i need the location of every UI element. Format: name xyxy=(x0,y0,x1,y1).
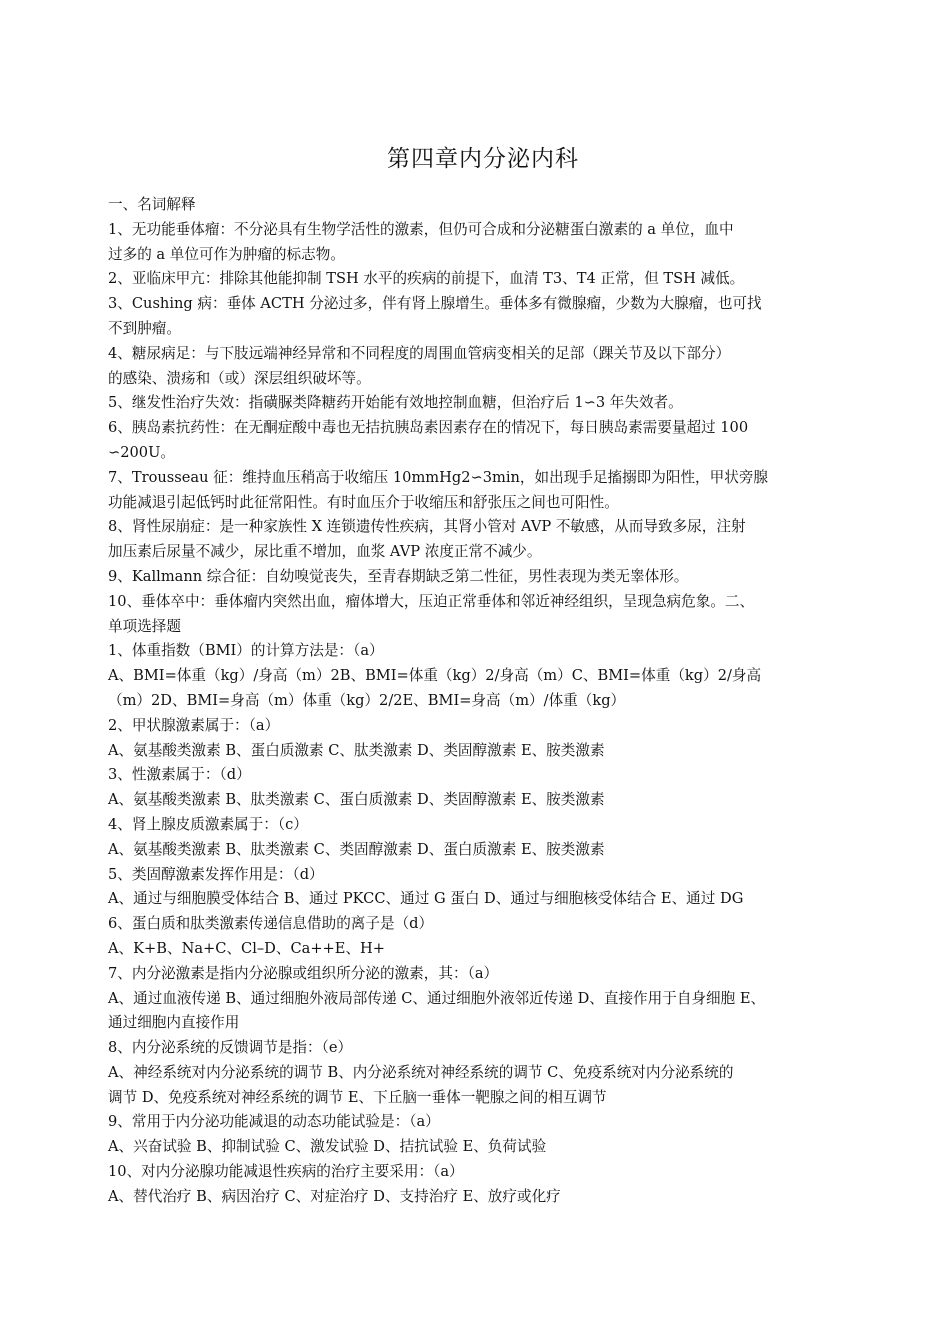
text-line: 不到肿瘤。 xyxy=(108,319,181,337)
text-line: A、神经系统对内分泌系统的调节 B、内分泌系统对神经系统的调节 C、免疫系统对内分泌系统的 xyxy=(108,1063,734,1081)
text-line: 6、蛋白质和肽类激素传递信息借助的离子是（d） xyxy=(108,915,434,933)
text-line: A、兴奋试验 B、抑制试验 C、激发试验 D、拮抗试验 E、负荷试验 xyxy=(108,1138,547,1156)
text-line: 单项选择题 xyxy=(108,617,181,635)
text-line: 3、Cushing 病：垂体 ACTH 分泌过多，伴有肾上腺增生。垂体多有微腺瘤，少数为大腺瘤，也可找 xyxy=(108,295,762,313)
text-line: A、氨基酸类激素 B、蛋白质激素 C、肽类激素 D、类固醇激素 E、胺类激素 xyxy=(108,741,605,759)
text-line: 功能减退引起低钙时此征常阳性。有时血压介于收缩压和舒张压之间也可阳性。 xyxy=(108,493,619,511)
text-line: 2、甲状腺激素属于：（a） xyxy=(108,716,280,734)
text-line: 7、内分泌激素是指内分泌腺或组织所分泌的激素，其：（a） xyxy=(108,964,499,982)
text-line: 9、常用于内分泌功能减退的动态功能试验是：（a） xyxy=(108,1113,440,1131)
text-line: A、氨基酸类激素 B、肽类激素 C、类固醇激素 D、蛋白质激素 E、胺类激素 xyxy=(108,840,605,858)
text-line: 2、亚临床甲亢：排除其他能抑制 TSH 水平的疾病的前提下，血清 T3、T4 正常，但 TSH 减低。 xyxy=(108,270,745,288)
text-line: 3、性激素属于：（d） xyxy=(108,766,251,784)
text-line: 4、肾上腺皮质激素属于：（c） xyxy=(108,815,308,833)
text-line: 8、内分泌系统的反馈调节是指：（e） xyxy=(108,1039,353,1057)
text-line: 7、Trousseau 征：维持血压稍高于收缩压 10mmHg2∽3min，如出现手足搐搦即为阳性，甲状旁腺 xyxy=(108,468,769,486)
text-line: 10、对内分泌腺功能减退性疾病的治疗主要采用：（a） xyxy=(108,1163,464,1181)
text-line: 过多的 a 单位可作为肿瘤的标志物。 xyxy=(108,245,345,263)
text-line: A、替代治疗 B、病因治疗 C、对症治疗 D、支持治疗 E、放疗或化疗 xyxy=(108,1187,561,1205)
text-line: A、氨基酸类激素 B、肽类激素 C、蛋白质激素 D、类固醇激素 E、胺类激素 xyxy=(108,791,605,809)
text-line: 1、体重指数（BMI）的计算方法是：（a） xyxy=(108,642,384,660)
text-line: ∽200U。 xyxy=(108,443,175,461)
text-line: 通过细胞内直接作用 xyxy=(108,1014,240,1032)
text-line: A、通过血液传递 B、通过细胞外液局部传递 C、通过细胞外液邻近传递 D、直接作用于自身细胞 E、 xyxy=(108,989,766,1007)
text-line: A、BMI=体重（kg）/身高（m）2B、BMI=体重（kg）2/身高（m）C、BMI=体重（kg）2/身高 xyxy=(108,667,762,685)
text-line: 加压素后尿量不减少，尿比重不增加，血浆 AVP 浓度正常不减少。 xyxy=(108,543,542,561)
text-line: 4、糖尿病足：与下肢远端神经异常和不同程度的周围血管病变相关的足部（踝关节及以下部分） xyxy=(108,344,731,362)
text-line: 1、无功能垂体瘤：不分泌具有生物学活性的激素，但仍可合成和分泌糖蛋白激素的 a 单位，血中 xyxy=(108,220,734,238)
text-line: 8、肾性尿崩症：是一种家族性 X 连锁遗传性疾病，其肾小管对 AVP 不敏感，从而导致多尿，注射 xyxy=(108,518,746,536)
page-title: 第四章内分泌内科 xyxy=(387,146,579,172)
text-line: A、K+B、Na+C、Cl–D、Ca++E、H+ xyxy=(108,939,385,957)
text-line: 6、胰岛素抗药性：在无酮症酸中毒也无拮抗胰岛素因素存在的情况下，每日胰岛素需要量超过 100 xyxy=(108,419,749,437)
text-line: （m）2D、BMI=身高（m）体重（kg）2/2E、BMI=身高（m）/体重（kg） xyxy=(108,691,626,709)
text-line: A、通过与细胞膜受体结合 B、通过 PKCC、通过 G 蛋白 D、通过与细胞核受体结合 E、通过 DG xyxy=(108,890,744,908)
text-line: 5、类固醇激素发挥作用是：（d） xyxy=(108,865,324,883)
text-line: 调节 D、免疫系统对神经系统的调节 E、下丘脑一垂体一靶腺之间的相互调节 xyxy=(108,1088,607,1106)
text-line: 9、Kallmann 综合征：自幼嗅觉丧失，至青春期缺乏第二性征，男性表现为类无睾体形。 xyxy=(108,567,689,585)
text-line: 5、继发性治疗失效：指磺脲类降糖药开始能有效地控制血糖，但治疗后 1∽3 年失效者。 xyxy=(108,394,683,412)
document-body xyxy=(108,193,858,1210)
text-line: 10、垂体卒中：垂体瘤内突然出血，瘤体增大，压迫正常垂体和邻近神经组织，呈现急病危象。二、 xyxy=(108,592,755,610)
document-page xyxy=(108,140,858,1210)
text-line: 的感染、溃疡和（或）深层组织破坏等。 xyxy=(108,369,371,387)
text-line: 一、名词解释 xyxy=(108,196,196,213)
